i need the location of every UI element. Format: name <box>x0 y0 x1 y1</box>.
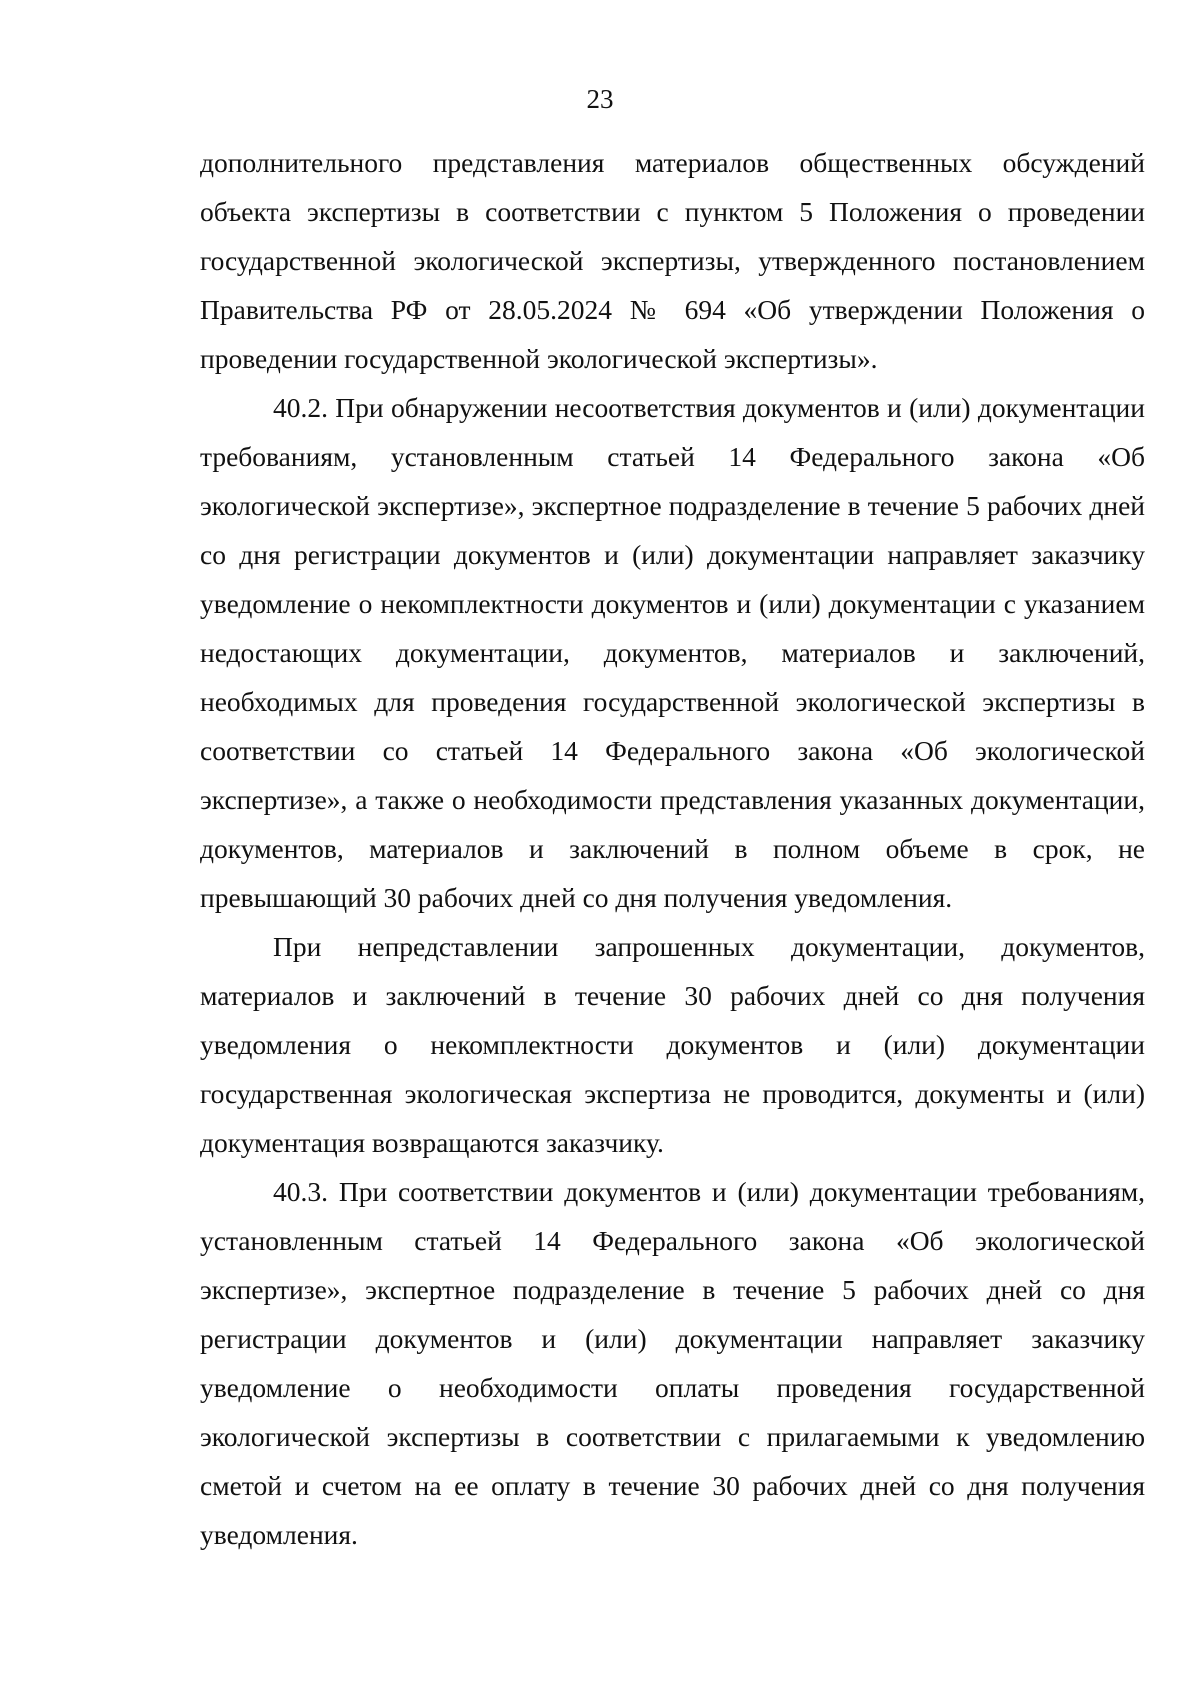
paragraph-40-2: 40.2. При обнаружении несоответствия документов и (или) документации требованиям, установленным статьей 14 Федерального закона «Об экологической экспертизе», экспертное подразделение в течение 5 рабочих дней со дня регистрации документов и (или) документации направляет заказчику уведомление о некомплектности документов и (или) документации с указанием недостающих документации, документов, материалов и заключений, необходимых для проведения государственной экологической экспертизы в соответствии со статьей 14 Федерального закона «Об экологической экспертизе», а также о необходимости представления указанных документации, документов, материалов и заключений в полном объеме в срок, не превышающий 30 рабочих дней со дня получения уведомления. <box>200 392 1145 913</box>
paragraph-40-3: 40.3. При соответствии документов и (или) документации требованиям, установленным статьей 14 Федерального закона «Об экологической экспертизе», экспертное подразделение в течение 5 рабочих дней со дня регистрации документов и (или) документации направляет заказчику уведомление о необходимости оплаты проведения государственной экологической экспертизы в соответствии с прилагаемыми к уведомлению сметой и счетом на ее оплату в течение 30 рабочих дней со дня получения уведомления. <box>200 1176 1145 1550</box>
paragraph-non-submission: При непредставлении запрошенных документации, документов, материалов и заключений в течение 30 рабочих дней со дня получения уведомления о некомплектности документов и (или) документации государственная экологическая экспертиза не проводится, документы и (или) документация возвращаются заказчику. <box>200 931 1145 1158</box>
paragraph-continuation: дополнительного представления материалов общественных обсуждений объекта экспертизы в соответствии с пунктом 5 Положения о проведении государственной экологической экспертизы, утвержденного постановлением Правительства РФ от 28.05.2024 № 694 «Об утверждении Положения о проведении государственной экологической экспертизы». <box>200 147 1145 374</box>
document-body <box>200 138 1145 1559</box>
page-number: 23 <box>586 84 614 114</box>
